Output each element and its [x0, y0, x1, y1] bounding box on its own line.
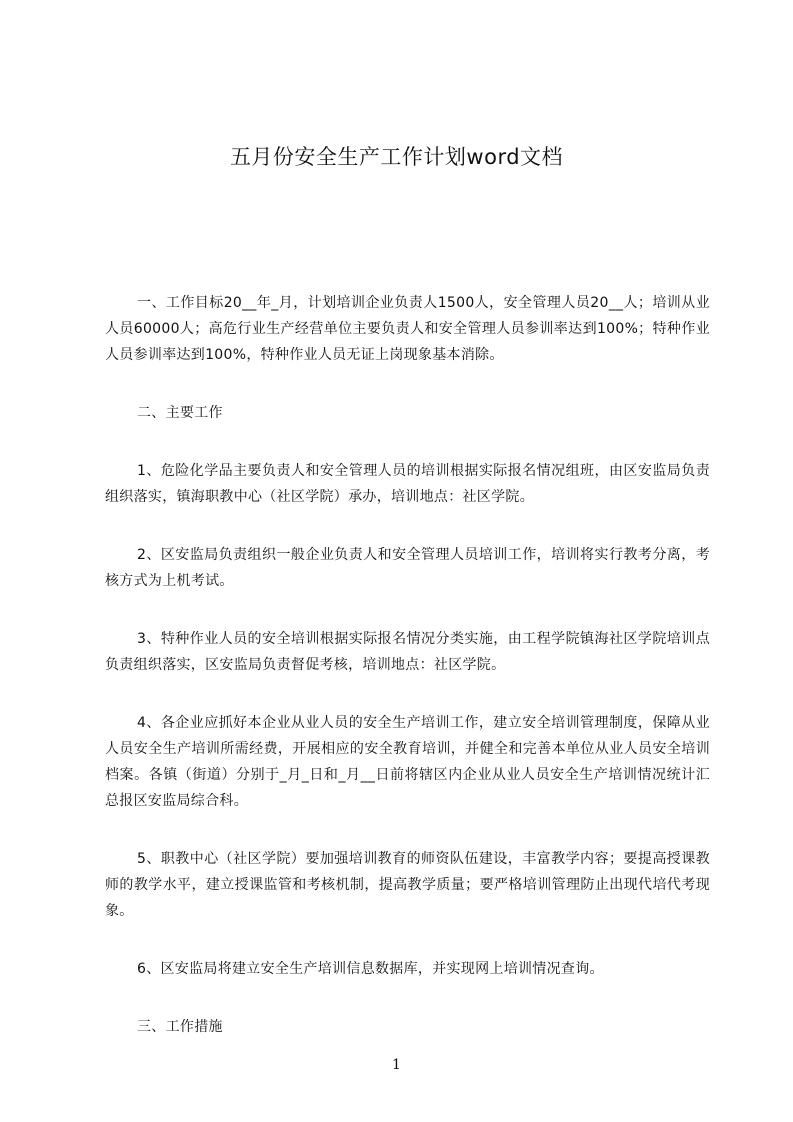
paragraph-work-goal: 一、工作目标20__年_月，计划培训企业负责人1500人，安全管理人员20__人；培训从业人员60000人；高危行业生产经营单位主要负责人和安全管理人员参训率达到100%；特种作业人员参训率达到100%，特种作业人员无证上岗现象基本消除。: [105, 295, 710, 363]
paragraph-item-6: 6、区安监局将建立安全生产培训信息数据库，并实现网上培训情况查询。: [137, 961, 604, 977]
paragraph-item-3: 3、特种作业人员的安全培训根据实际报名情况分类实施，由工程学院镇海社区学院培训点负责组织落实，区安监局负责督促考核，培训地点：社区学院。: [105, 631, 710, 673]
paragraph-item-5: 5、职教中心（社区学院）要加强培训教育的师资队伍建设，丰富教学内容；要提高授课教师的教学水平，建立授课监管和考核机制，提高教学质量；要严格培训管理防止出现代培代考现象。: [105, 851, 710, 919]
section-heading-work-measures: 三、工作措施: [137, 1019, 223, 1035]
paragraph-item-1: 1、危险化学品主要负责人和安全管理人员的培训根据实际报名情况组班，由区安监局负责组织落实，镇海职教中心（社区学院）承办，培训地点：社区学院。: [105, 463, 710, 505]
document-body: [105, 290, 710, 1072]
page-number: 1: [392, 1057, 401, 1073]
paragraph-item-2: 2、区安监局负责组织一般企业负责人和安全管理人员培训工作，培训将实行教考分离，考核方式为上机考试。: [105, 547, 710, 589]
section-heading-main-work: 二、主要工作: [137, 405, 223, 421]
paragraph-item-4: 4、各企业应抓好本企业从业人员的安全生产培训工作，建立安全培训管理制度，保障从业人员安全生产培训所需经费，开展相应的安全教育培训，并健全和完善本单位从业人员安全培训档案。各镇（街道）分别于_月_日和_月__日前将辖区内企业从业人员安全生产培训情况统计汇总报区安监局综合科。: [105, 715, 710, 809]
document-title: 五月份安全生产工作计划word文档: [229, 145, 564, 169]
